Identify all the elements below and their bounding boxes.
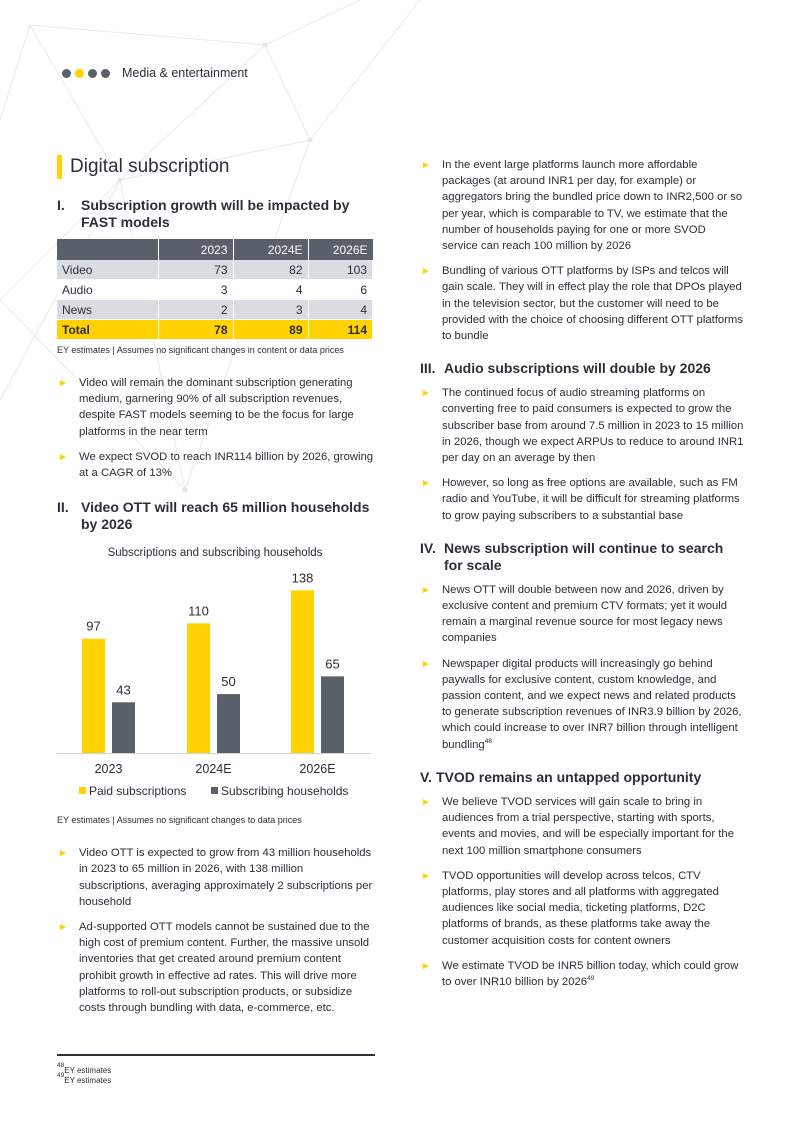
x-tick-label: 2024E xyxy=(195,762,232,777)
list-item xyxy=(420,656,744,753)
bullet-list xyxy=(420,582,744,753)
table-cell: 6 xyxy=(308,280,373,300)
list-item xyxy=(420,868,744,949)
footnotes xyxy=(57,1062,112,1086)
heading-section-4 xyxy=(420,540,744,574)
list-item xyxy=(420,157,744,254)
heading-text: Audio subscriptions will double by 2026 xyxy=(444,360,711,377)
header-dot-icon xyxy=(101,69,110,78)
table-cell: 3 xyxy=(158,280,233,300)
table-source-note: EY estimates | Assumes no significant changes in content or data prices xyxy=(57,345,344,355)
bar-subscribing-households xyxy=(112,703,135,754)
list-item xyxy=(420,385,744,466)
list-item xyxy=(420,794,744,859)
x-tick-label: 2023 xyxy=(94,762,123,777)
arrow-bullet-icon: ► xyxy=(421,658,431,670)
arrow-bullet-icon: ► xyxy=(421,388,431,400)
heading-number: IV. xyxy=(420,539,436,556)
footnote-ref: 48 xyxy=(484,737,492,745)
list-item xyxy=(420,263,744,344)
bullet-list xyxy=(420,794,744,990)
heading-section-1 xyxy=(57,197,375,231)
table-header-cell: 2024E xyxy=(233,239,308,260)
table-cell: 3 xyxy=(233,300,308,320)
heading-number: II. xyxy=(57,499,69,516)
table-cell: 73 xyxy=(158,260,233,280)
arrow-bullet-icon: ► xyxy=(421,870,431,882)
title-accent-bar xyxy=(57,155,62,179)
table-cell: 82 xyxy=(233,260,308,280)
bullet-list xyxy=(57,375,375,481)
heading-text: Subscription growth will be impacted by FAST models xyxy=(81,197,350,230)
bar-subscribing-households xyxy=(217,694,240,753)
table-cell: 4 xyxy=(233,280,308,300)
list-item-text: In the event large platforms launch more affordable packages (at around INR1 per day, for example) or aggregators bring the bundled price down to INR2,500 or so per year, which is comparable to TV, we estimate that the number of households paying for one or more SVOD service can reach 100 million by 2026 xyxy=(442,159,743,253)
running-header xyxy=(62,66,248,80)
header-dot-icon xyxy=(62,69,71,78)
footnote-ref: 49 xyxy=(587,975,595,983)
header-dot-icon xyxy=(88,69,97,78)
page-title: Digital subscription xyxy=(70,156,230,177)
x-tick-label: 2026E xyxy=(299,762,336,777)
bar-paid-subscriptions xyxy=(187,624,210,754)
legend-swatch xyxy=(211,787,218,794)
footnote-text: EY estimates xyxy=(64,1066,112,1075)
list-item-text: However, so long as free options are available, such as FM radio and YouTube, it will be difficult for streaming platforms to grow paying subscribers to a substantial base xyxy=(442,477,740,522)
right-column xyxy=(420,157,744,999)
list-item xyxy=(57,919,375,1016)
table-cell: News xyxy=(57,300,158,320)
chart-source-note: EY estimates | Assumes no significant changes to data prices xyxy=(57,815,302,826)
list-item xyxy=(57,449,375,481)
arrow-bullet-icon: ► xyxy=(421,478,431,490)
bullet-list xyxy=(57,845,375,1016)
list-item-text: We estimate TVOD be INR5 billion today, which could grow to over INR10 billion by 2026 xyxy=(442,959,739,988)
heading-number: III. xyxy=(420,360,436,377)
list-item-text: TVOD opportunities will develop across telcos, CTV platforms, play stores and all platforms with aggregated audiences like social media, ticketing platforms, D2C platforms of brands, as these platforms take away the customer acquisition costs for content owners xyxy=(442,869,719,947)
arrow-bullet-icon: ► xyxy=(421,584,431,596)
header-dot-icon xyxy=(75,69,84,78)
subscriptions-chart xyxy=(57,541,375,801)
heading-number: I. xyxy=(57,197,65,213)
list-item-text: Video OTT is expected to grow from 43 million households in 2023 to 65 million in 2026, with 138 million subscriptions, averaging approximately 2 subscriptions per household xyxy=(79,847,373,908)
bar-paid-subscriptions xyxy=(291,591,314,754)
list-item-text: Bundling of various OTT platforms by ISPs and telcos will gain scale. They will in effect play the role that DPOs played in the television sector, but the customer will need to be provided with the choice of choosing different OTT platforms to bundle xyxy=(442,265,743,343)
heading-text: TVOD remains an untapped opportunity xyxy=(436,768,702,785)
arrow-bullet-icon: ► xyxy=(421,796,431,808)
table-cell: 103 xyxy=(308,260,373,280)
list-item xyxy=(420,958,744,990)
table-total-row xyxy=(57,320,373,340)
list-item-text: News OTT will double between now and 2026, driven by exclusive content and premium CTV formats; yet it would remain a marginal revenue source for most legacy news companies xyxy=(442,583,728,645)
table-row xyxy=(57,280,373,300)
heading-section-3 xyxy=(420,360,744,377)
list-item xyxy=(420,475,744,524)
list-item-text: Ad-supported OTT models cannot be sustained due to the high cost of premium content. Further, the massive unsold inventories that get created around premium content prohibit growth in effective ad rates. This will drive more platforms to roll-out subscription products, or subsidize costs through bundling with data, e-commerce, etc. xyxy=(79,921,370,1015)
subscription-table xyxy=(57,239,373,340)
arrow-bullet-icon: ► xyxy=(58,922,68,934)
table-cell: Video xyxy=(57,260,158,280)
heading-text: Video OTT will reach 65 million households by 2026 xyxy=(81,499,370,533)
list-item-text: Video will remain the dominant subscription generating medium, garnering 90% of all subscription revenues, despite FAST models seeming to be the focus for large platforms in the near term xyxy=(79,377,354,438)
arrow-bullet-icon: ► xyxy=(421,960,431,972)
left-column xyxy=(57,155,375,1025)
list-item xyxy=(57,375,375,440)
list-item xyxy=(57,845,375,910)
table-cell: 2 xyxy=(158,300,233,320)
table-cell: Audio xyxy=(57,280,158,300)
legend-swatch xyxy=(79,787,86,794)
heading-number: V. xyxy=(420,768,432,785)
page-title-block xyxy=(57,155,375,179)
legend-label: Subscribing households xyxy=(221,784,349,799)
data-label: 110 xyxy=(188,603,209,619)
footnote-divider xyxy=(57,1054,375,1056)
table-cell: 4 xyxy=(308,300,373,320)
footnote xyxy=(57,1072,112,1086)
table-cell: 78 xyxy=(158,320,233,340)
heading-section-5 xyxy=(420,769,744,786)
legend-label: Paid subscriptions xyxy=(89,784,187,799)
table-header-row xyxy=(57,239,373,260)
footnote xyxy=(57,1062,112,1076)
list-item-text: The continued focus of audio streaming platforms on converting free to paid consumers is expected to grow the subscriber base from around 7.5 million in 2023 to 15 million in 2026, though we expect ARPUs to reduce to around INR1 per day on an average by then xyxy=(442,387,744,465)
table-cell: Total xyxy=(57,320,158,340)
list-item xyxy=(420,582,744,647)
table-header-cell xyxy=(57,239,158,260)
data-label: 43 xyxy=(116,682,131,698)
bar-subscribing-households xyxy=(321,677,344,754)
table-cell: 89 xyxy=(233,320,308,340)
table-header-cell: 2023 xyxy=(158,239,233,260)
bullet-list xyxy=(420,157,744,344)
chart-title: Subscriptions and subscribing households xyxy=(107,547,323,560)
heading-text: News subscription will continue to search for scale xyxy=(444,539,724,573)
data-label: 97 xyxy=(86,618,101,634)
list-item-text: We believe TVOD services will gain scale to bring in audiences from a trial perspective, starting with sports, events and movies, and will be especially important for the next 100 million smartphone consumers xyxy=(442,795,734,857)
data-label: 50 xyxy=(221,674,236,690)
heading-section-2 xyxy=(57,499,375,533)
table-row xyxy=(57,260,373,280)
footnote-text: EY estimates xyxy=(64,1076,112,1085)
bar-paid-subscriptions xyxy=(82,639,105,753)
arrow-bullet-icon: ► xyxy=(421,160,431,171)
list-item-text: Newspaper digital products will increasingly go behind paywalls for exclusive content, custom knowledge, and passion content, and we expect news and related products to generate subscription revenues of INR3.9 billion by 2026, which could increase to over INR7 billion through intelligent bundling xyxy=(442,657,742,751)
chart-svg xyxy=(57,541,375,801)
data-label: 138 xyxy=(291,570,314,586)
arrow-bullet-icon: ► xyxy=(421,266,431,278)
list-item-text: We expect SVOD to reach INR114 billion by 2026, growing at a CAGR of 13% xyxy=(79,450,374,480)
table-header-cell: 2026E xyxy=(308,239,373,260)
table-row xyxy=(57,300,373,320)
section-label: Media & entertainment xyxy=(122,66,248,80)
bullet-list xyxy=(420,385,744,524)
arrow-bullet-icon: ► xyxy=(58,378,68,389)
arrow-bullet-icon: ► xyxy=(58,451,68,463)
footnote-number: 48 xyxy=(57,1062,65,1069)
arrow-bullet-icon: ► xyxy=(58,848,68,860)
data-label: 65 xyxy=(325,656,340,672)
footnote-number: 49 xyxy=(57,1072,65,1079)
table-cell: 114 xyxy=(308,320,373,340)
